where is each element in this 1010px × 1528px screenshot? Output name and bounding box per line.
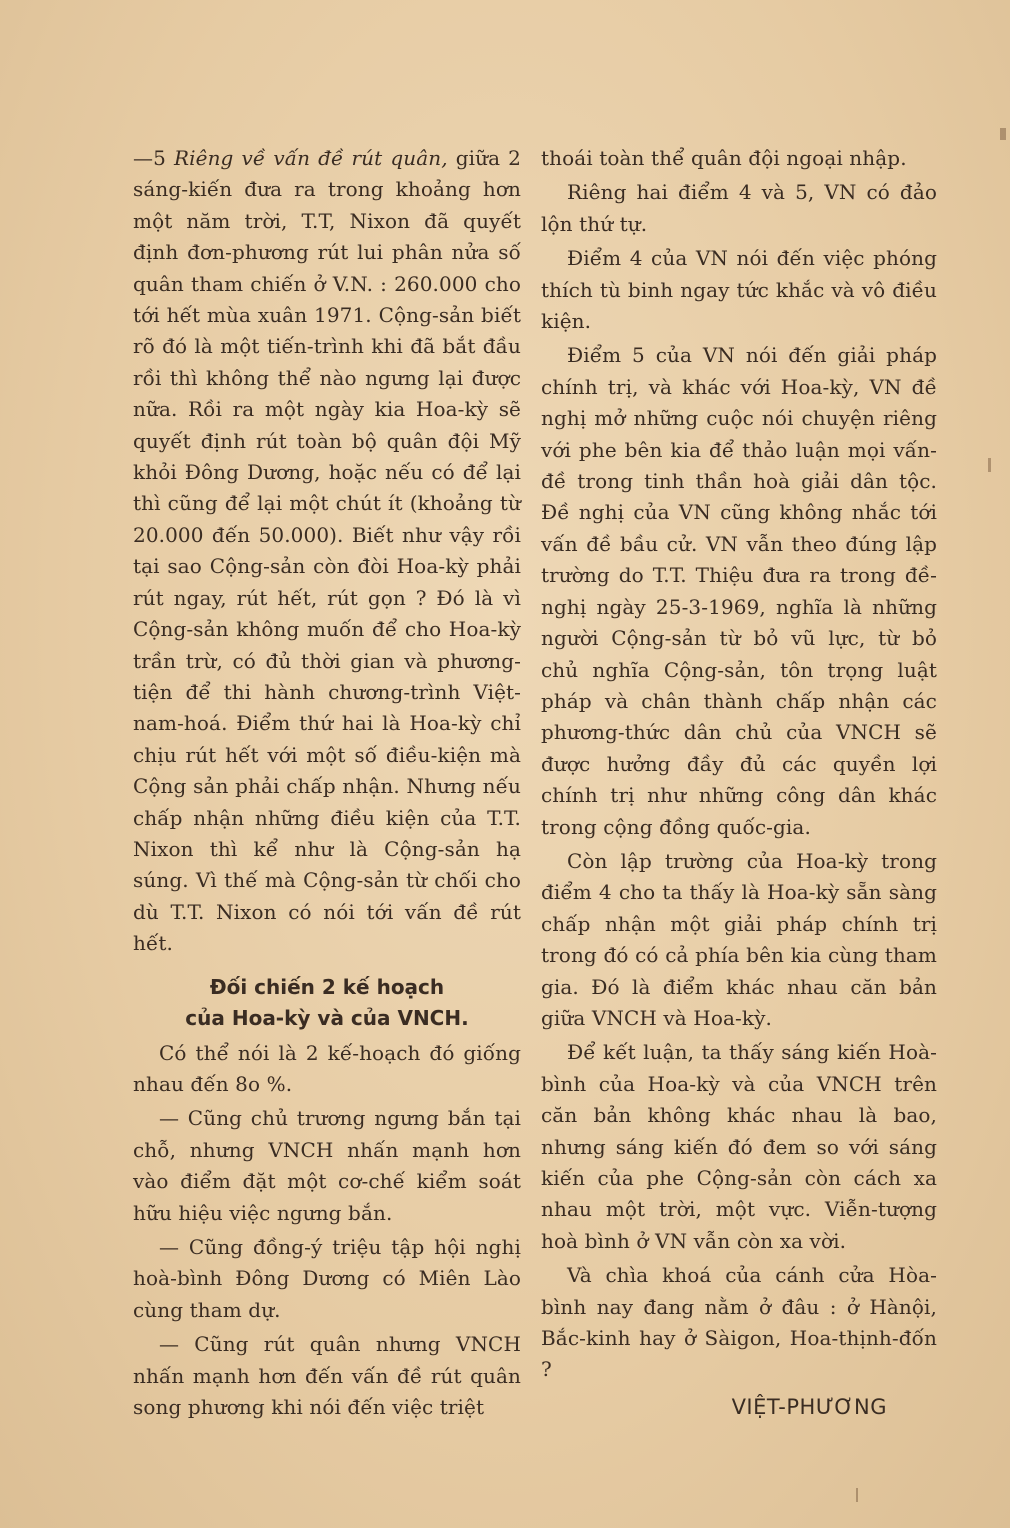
paragraph-point-4: Điểm 4 của VN nói đến việc phóng thích tù binh ngay tức khắc và vô điều kiện. — [541, 246, 937, 334]
paper-speck — [856, 1488, 858, 1502]
paragraph-point-5: Điểm 5 của VN nói đến giải pháp chính trị, và khác với Hoa-kỳ, VN đề nghị mở những cuộc nói chuyện riêng với phe bên kia để thảo luận mọi vấn-đề trong tinh thần hoà giải dân tộc. Đề nghị của VN cũng không nhắc tới vấn đề bầu cử. VN vẫn theo đúng lập trường do T.T. Thiệu đưa ra trong đề-nghị ngày 25-3-1969, nghĩa là những người Cộng-sản từ bỏ vũ lực, từ bỏ chủ nghĩa Cộng-sản, tôn trọng luật pháp và chân thành chấp nhận các phương-thức dân chủ của VNCH sẽ được hưởng đầy đủ các quyền lợi chính trị như những công dân khác trong cộng đồng quốc-gia. — [541, 343, 937, 839]
point-number: —5 — [133, 146, 174, 170]
author-signature: VIỆT-PHƯƠNG — [731, 1394, 887, 1419]
paragraph-withdrawal — [133, 143, 521, 960]
right-column — [541, 143, 937, 1422]
paragraph-ceasefire: — Cũng chủ trương ngưng bắn tại chỗ, nhưng VNCH nhấn mạnh hơn vào điểm đặt một cơ-chế kiểm soát hữu hiệu việc ngưng bắn. — [133, 1106, 521, 1225]
paragraph-final-question: Và chìa khoá của cánh cửa Hòa-bình nay đang nằm ở đâu : ở Hànội, Bắc-kinh hay ở Sàigon, Hoa-thịnh-đốn ? — [541, 1263, 937, 1382]
heading-line-1: Đối chiến 2 kế hoạch — [209, 974, 445, 999]
italic-lead: Riêng về vấn đề rút quân, — [173, 146, 448, 170]
paragraph-troops: — Cũng rút quân nhưng VNCH nhấn mạnh hơn đến vấn đề rút quân song phương khi nói đến việc triệt — [133, 1332, 521, 1420]
paragraph-comparison: Có thể nói là 2 kế-hoạch đó giống nhau đến 8o %. — [133, 1040, 521, 1096]
paper-speck — [1000, 128, 1006, 140]
paragraph-text: giữa 2 sáng-kiến đưa ra trong khoảng hơn một năm trời, T.T, Nixon đã quyết định đơn-phương rút lui phân nửa số quân tham chiến ở V.N. : 260.000 cho tới hết mùa xuân 1971. Cộng-sản biết rõ đó là một tiến-trình khi đã bắt đầu rồi thì không thể nào ngưng lại được nữa. Rồi ra một ngày kia Hoa-kỳ sẽ quyết định rút toàn bộ quân đội Mỹ khỏi Đông Dương, hoặc nếu có để lại thì cũng để lại một chút ít (khoảng từ 20.000 đến 50.000). Biết như vậy rồi tại sao Cộng-sản còn đòi Hoa-kỳ phải rút ngay, rút hết, rút gọn ? Đó là vì Cộng-sản không muốn để cho Hoa-kỳ trần trừ, có đủ thời gian và phương-tiện để thi hành chương-trình Việt-nam-hoá. Điểm thứ hai là Hoa-kỳ chỉ chịu rút hết với một số điều-kiện mà Cộng sản phải chấp nhận. Nhưng nếu chấp nhận những điều kiện của T.T. Nixon thì kể như là Cộng-sản hạ súng. Vì thế mà Cộng-sản từ chối cho dù T.T. Nixon có nói tới vấn đề rút hết. — [133, 146, 521, 956]
paragraph-points-order: Riêng hai điểm 4 và 5, VN có đảo lộn thứ tự. — [541, 180, 937, 236]
paragraph-us-position: Còn lập trường của Hoa-kỳ trong điểm 4 cho ta thấy là Hoa-kỳ sẵn sàng chấp nhận một giải pháp chính trị trong đó có cả phía bên kia cùng tham gia. Đó là điểm khác nhau căn bản giữa VNCH và Hoa-kỳ. — [541, 848, 937, 1030]
paragraph-conference: — Cũng đồng-ý triệu tập hội nghị hoà-bình Đông Dương có Miên Lào cùng tham dự. — [133, 1235, 521, 1322]
heading-line-2: của Hoa-kỳ và của VNCH. — [185, 1005, 469, 1030]
paper-speck — [988, 458, 991, 472]
paragraph-continuation: thoái toàn thể quân đội ngoại nhập. — [541, 146, 907, 170]
paragraph-conclusion: Để kết luận, ta thấy sáng kiến Hoà-bình của Hoa-kỳ và của VNCH trên căn bản không khác nhau là bao, nhưng sáng kiến đó đem so với sáng kiến của phe Cộng-sản còn cách xa nhau một trời, một vực. Viễn-tượng hoà bình ở VN vẫn còn xa vời. — [541, 1040, 937, 1253]
left-column — [133, 143, 521, 1423]
section-heading — [133, 972, 521, 1034]
